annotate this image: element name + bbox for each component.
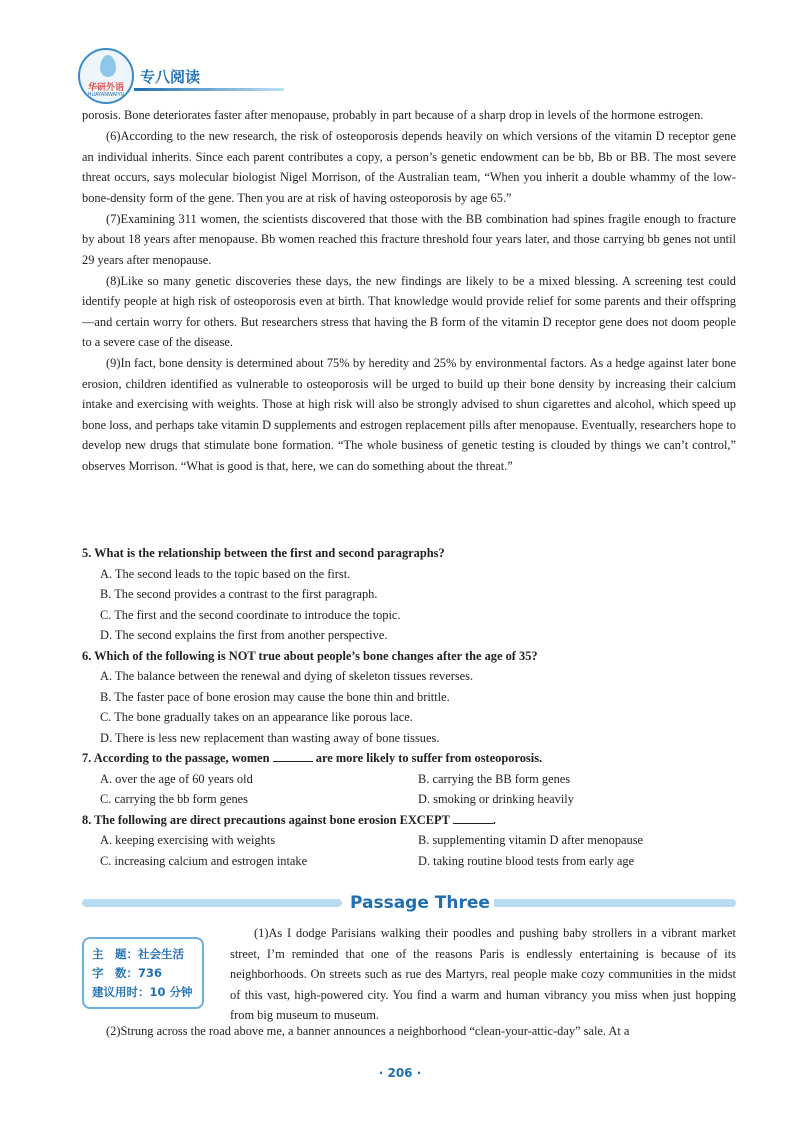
series-title: 专八阅读: [140, 68, 201, 86]
question-6-option-b: B. The faster pace of bone erosion may cause the bone thin and brittle.: [100, 689, 450, 704]
question-6-option-c: C. The bone gradually takes on an appearance like porous lace.: [100, 710, 413, 724]
question-8-options-row-2: [82, 851, 736, 872]
header-underline: [134, 88, 284, 91]
info-topic: 主 题：社会生活: [92, 947, 184, 961]
questions-block: [82, 543, 736, 871]
question-8-option-a: A. keeping exercising with weights: [100, 833, 276, 847]
publisher-logo: [78, 48, 134, 104]
question-6-option-d: D. There is less new replacement than wasting away of bone tissues.: [100, 730, 440, 745]
question-8-options-row-1: [82, 830, 736, 851]
page-header: [78, 48, 738, 104]
question-8-option-d: D. taking routine blood tests from early age: [418, 853, 635, 868]
question-5-option-b: B. The second provides a contrast to the first paragraph.: [100, 587, 378, 601]
question-7-option-b: B. carrying the BB form genes: [418, 771, 571, 786]
question-7-options-row-1: [82, 769, 736, 790]
info-word-count: 字 数：736: [92, 966, 163, 980]
question-7-stem-end: are more likely to suffer from osteoporosis.: [315, 751, 543, 765]
question-5-option-c: C. The first and the second coordinate to introduce the topic.: [100, 607, 401, 622]
paragraph-8: (8)Like so many genetic discoveries these days, the new findings are likely to be a mixed blessing. A screening test could identify people at high risk of osteoporosis even at birth. That knowledge would provide relief for some parents and their offspring—and certain worry for others. But researchers stress that having the B form of the vitamin D receptor gene does not doom people to a severe case of the disease.: [82, 273, 736, 349]
passage-info-box: [82, 937, 204, 1009]
answer-blank: [273, 751, 313, 762]
passage-three-title: Passage Three: [346, 893, 494, 913]
question-7-option-a: A. over the age of 60 years old: [100, 771, 253, 786]
question-7-stem: [82, 748, 736, 769]
question-8-option-c: C. increasing calcium and estrogen intake: [100, 853, 308, 868]
question-8-stem: [82, 810, 736, 831]
passage-three-paragraph-1: (1)As I dodge Parisians walking their poodles and pushing baby strollers in a vibrant market street, I’m reminded that one of the reasons Paris is endlessly entertaining is because of its neighborhoods. On streets such as rue des Martyrs, real people make cozy communities in the midst of this vast, high-powered city. You find a warm and human vibrancy you miss when just hopping from big museum to museum.: [230, 926, 736, 1022]
passage-three-paragraph-2: (2)Strung across the road above me, a banner announces a neighborhood “clean-your-attic-day” sale. At a: [106, 1024, 630, 1038]
question-5-stem: 5. What is the relationship between the first and second paragraphs?: [82, 546, 445, 560]
paragraph-7: (7)Examining 311 women, the scientists discovered that those with the BB combination had spines fragile enough to fracture by about 18 years after menopause. Bb women reached this fracture threshold four years later, and those carrying bb genes not until 29 years after menopause.: [82, 211, 736, 267]
page-number: · 206 ·: [378, 1066, 422, 1080]
question-5-option-d: D. The second explains the first from another perspective.: [100, 628, 388, 642]
question-7-option-c: C. carrying the bb form genes: [100, 792, 248, 806]
section-divider-right: [472, 899, 736, 907]
question-8-stem-end: .: [492, 812, 496, 827]
question-7-stem-start: 7. According to the passage, women: [82, 751, 270, 765]
paragraph-continued: porosis. Bone deteriorates faster after menopause, probably in part because of a sharp drop in levels of the hormone estrogen.: [82, 108, 704, 122]
question-8-stem-text: 8. The following are direct precautions against bone erosion EXCEPT: [82, 812, 450, 827]
question-7-option-d: D. smoking or drinking heavily: [418, 792, 574, 806]
question-7-options-row-2: [82, 789, 736, 810]
answer-blank: [453, 813, 493, 824]
passage-two-body: [82, 105, 736, 477]
question-6-option-a: A. The balance between the renewal and dying of skeleton tissues reverses.: [100, 669, 474, 683]
paragraph-6: (6)According to the new research, the risk of osteoporosis depends heavily on which versions of the vitamin D receptor gene an individual inherits. Since each parent contributes a copy, a person’s genetic endowment can be bb, Bb or BB. The most severe threat occurs, says molecular biologist Nigel Morrison, of the Australian team, “When you inherit a double whammy of the low-bone-density form of the gene. Then you are at risk of having osteoporosis by age 65.”: [82, 129, 736, 205]
logo-subtext: HUAYANWAIYU: [87, 92, 125, 98]
section-divider-left: [82, 899, 342, 907]
question-5-option-a: A. The second leads to the topic based on the first.: [100, 566, 351, 581]
paragraph-9: (9)In fact, bone density is determined about 75% by heredity and 25% by environmental factors. As a hedge against later bone erosion, children identified as vulnerable to osteoporosis will be urged to build up their bone density by increasing their calcium intake and exercising with weights. Those at high risk will also be strongly advised to shun cigarettes and alcohol, which speed up bone loss, and perhaps take vitamin D supplements and estrogen replacement pills after menopause. Eventually, researchers hope to develop new drugs that stimulate bone formation. “The whole business of genetic testing is clouded by things we can’t control,” observes Morrison. “What is good is that, here, we can do something about the threat.”: [82, 356, 736, 473]
logo-text: 华研外语: [87, 83, 124, 93]
question-8-option-b: B. supplementing vitamin D after menopause: [418, 833, 644, 847]
logo-drop-icon: [100, 55, 116, 77]
question-6-stem: 6. Which of the following is NOT true about people’s bone changes after the age of 35?: [82, 648, 538, 663]
info-suggested-time: 建议用时：10 分钟: [92, 985, 193, 999]
